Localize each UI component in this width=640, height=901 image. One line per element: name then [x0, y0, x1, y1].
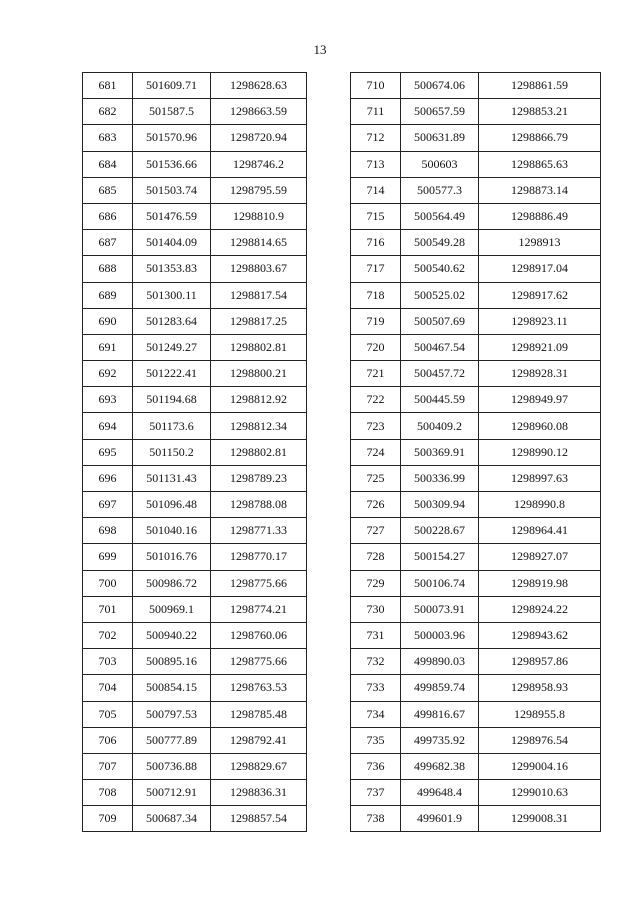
- y-coordinate-cell: 1298958.93: [479, 675, 601, 701]
- y-coordinate-cell: 1298812.92: [211, 387, 307, 413]
- table-row: [351, 701, 601, 727]
- y-coordinate-cell: 1298817.25: [211, 308, 307, 334]
- y-coordinate-cell: 1298943.62: [479, 622, 601, 648]
- table-row: [83, 282, 307, 308]
- point-number-cell: 707: [83, 753, 133, 779]
- y-coordinate-cell: 1298760.06: [211, 622, 307, 648]
- table-row: [83, 518, 307, 544]
- x-coordinate-cell: 500457.72: [401, 361, 479, 387]
- x-coordinate-cell: 500895.16: [133, 649, 211, 675]
- table-row: [83, 413, 307, 439]
- table-row: [351, 518, 601, 544]
- point-number-cell: 686: [83, 203, 133, 229]
- point-number-cell: 696: [83, 465, 133, 491]
- table-row: [351, 675, 601, 701]
- table-row: [83, 544, 307, 570]
- y-coordinate-cell: 1298663.59: [211, 99, 307, 125]
- x-coordinate-cell: 501404.09: [133, 230, 211, 256]
- y-coordinate-cell: 1298853.21: [479, 99, 601, 125]
- y-coordinate-cell: 1298829.67: [211, 753, 307, 779]
- table-row: [83, 570, 307, 596]
- y-coordinate-cell: 1298976.54: [479, 727, 601, 753]
- x-coordinate-cell: 500687.34: [133, 806, 211, 832]
- table-row: [83, 596, 307, 622]
- y-coordinate-cell: 1298785.48: [211, 701, 307, 727]
- x-coordinate-cell: 499859.74: [401, 675, 479, 701]
- point-number-cell: 682: [83, 99, 133, 125]
- table-row: [83, 780, 307, 806]
- y-coordinate-cell: 1298919.98: [479, 570, 601, 596]
- x-coordinate-cell: 501503.74: [133, 177, 211, 203]
- table-row: [351, 308, 601, 334]
- y-coordinate-cell: 1298957.86: [479, 649, 601, 675]
- x-coordinate-cell: 501222.41: [133, 361, 211, 387]
- x-coordinate-cell: 499890.03: [401, 649, 479, 675]
- table-row: [83, 675, 307, 701]
- point-number-cell: 684: [83, 151, 133, 177]
- y-coordinate-cell: 1298812.34: [211, 413, 307, 439]
- x-coordinate-cell: 500525.02: [401, 282, 479, 308]
- y-coordinate-cell: 1299010.63: [479, 780, 601, 806]
- x-coordinate-cell: 500854.15: [133, 675, 211, 701]
- y-coordinate-cell: 1298810.9: [211, 203, 307, 229]
- x-coordinate-cell: 500409.2: [401, 413, 479, 439]
- x-coordinate-cell: 500507.69: [401, 308, 479, 334]
- point-number-cell: 700: [83, 570, 133, 596]
- x-coordinate-cell: 500309.94: [401, 492, 479, 518]
- point-number-cell: 725: [351, 465, 401, 491]
- point-number-cell: 688: [83, 256, 133, 282]
- x-coordinate-cell: 500577.3: [401, 177, 479, 203]
- table-row: [83, 806, 307, 832]
- point-number-cell: 681: [83, 73, 133, 99]
- x-coordinate-cell: 500228.67: [401, 518, 479, 544]
- y-coordinate-cell: 1298866.79: [479, 125, 601, 151]
- table-row: [351, 99, 601, 125]
- x-coordinate-cell: 501040.16: [133, 518, 211, 544]
- y-coordinate-cell: 1298774.21: [211, 596, 307, 622]
- x-coordinate-cell: 501353.83: [133, 256, 211, 282]
- x-coordinate-cell: 500154.27: [401, 544, 479, 570]
- table-row: [83, 361, 307, 387]
- table-row: [83, 230, 307, 256]
- x-coordinate-cell: 501173.6: [133, 413, 211, 439]
- table-row: [351, 492, 601, 518]
- table-row: [351, 439, 601, 465]
- table-row: [83, 256, 307, 282]
- table-row: [83, 387, 307, 413]
- point-number-cell: 708: [83, 780, 133, 806]
- x-coordinate-cell: 501096.48: [133, 492, 211, 518]
- table-row: [83, 492, 307, 518]
- y-coordinate-cell: 1298720.94: [211, 125, 307, 151]
- table-row: [351, 334, 601, 360]
- point-number-cell: 719: [351, 308, 401, 334]
- x-coordinate-cell: 500631.89: [401, 125, 479, 151]
- x-coordinate-cell: 500712.91: [133, 780, 211, 806]
- point-number-cell: 729: [351, 570, 401, 596]
- point-number-cell: 697: [83, 492, 133, 518]
- point-number-cell: 695: [83, 439, 133, 465]
- point-number-cell: 703: [83, 649, 133, 675]
- point-number-cell: 716: [351, 230, 401, 256]
- table-row: [83, 649, 307, 675]
- point-number-cell: 714: [351, 177, 401, 203]
- table-row: [83, 151, 307, 177]
- point-number-cell: 689: [83, 282, 133, 308]
- y-coordinate-cell: 1298955.8: [479, 701, 601, 727]
- point-number-cell: 709: [83, 806, 133, 832]
- point-number-cell: 690: [83, 308, 133, 334]
- table-row: [351, 230, 601, 256]
- x-coordinate-cell: 499648.4: [401, 780, 479, 806]
- point-number-cell: 728: [351, 544, 401, 570]
- point-number-cell: 702: [83, 622, 133, 648]
- x-coordinate-cell: 501016.76: [133, 544, 211, 570]
- table-row: [83, 439, 307, 465]
- point-number-cell: 733: [351, 675, 401, 701]
- x-coordinate-cell: 499601.9: [401, 806, 479, 832]
- y-coordinate-cell: 1298836.31: [211, 780, 307, 806]
- point-number-cell: 698: [83, 518, 133, 544]
- y-coordinate-cell: 1298949.97: [479, 387, 601, 413]
- table-row: [351, 544, 601, 570]
- point-number-cell: 727: [351, 518, 401, 544]
- point-number-cell: 724: [351, 439, 401, 465]
- table-row: [351, 177, 601, 203]
- coordinates-table-right: [350, 72, 601, 832]
- table-row: [351, 753, 601, 779]
- table-row: [83, 125, 307, 151]
- point-number-cell: 731: [351, 622, 401, 648]
- x-coordinate-cell: 500003.96: [401, 622, 479, 648]
- table-row: [83, 727, 307, 753]
- table-row: [351, 649, 601, 675]
- point-number-cell: 715: [351, 203, 401, 229]
- x-coordinate-cell: 501283.64: [133, 308, 211, 334]
- y-coordinate-cell: 1299008.31: [479, 806, 601, 832]
- point-number-cell: 713: [351, 151, 401, 177]
- table-row: [351, 151, 601, 177]
- point-number-cell: 722: [351, 387, 401, 413]
- x-coordinate-cell: 501249.27: [133, 334, 211, 360]
- y-coordinate-cell: 1298917.62: [479, 282, 601, 308]
- table-row: [351, 622, 601, 648]
- table-row: [351, 806, 601, 832]
- x-coordinate-cell: 500797.53: [133, 701, 211, 727]
- point-number-cell: 685: [83, 177, 133, 203]
- x-coordinate-cell: 500736.88: [133, 753, 211, 779]
- table-row: [351, 282, 601, 308]
- point-number-cell: 717: [351, 256, 401, 282]
- point-number-cell: 705: [83, 701, 133, 727]
- point-number-cell: 711: [351, 99, 401, 125]
- table-row: [351, 203, 601, 229]
- x-coordinate-cell: 501300.11: [133, 282, 211, 308]
- y-coordinate-cell: 1298921.09: [479, 334, 601, 360]
- x-coordinate-cell: 501476.59: [133, 203, 211, 229]
- table-row: [83, 73, 307, 99]
- table-row: [83, 753, 307, 779]
- x-coordinate-cell: 500657.59: [401, 99, 479, 125]
- y-coordinate-cell: 1298771.33: [211, 518, 307, 544]
- x-coordinate-cell: 501609.71: [133, 73, 211, 99]
- x-coordinate-cell: 500564.49: [401, 203, 479, 229]
- y-coordinate-cell: 1298814.65: [211, 230, 307, 256]
- table-row: [351, 596, 601, 622]
- point-number-cell: 730: [351, 596, 401, 622]
- coordinates-table-left: [82, 72, 307, 832]
- table-row: [83, 308, 307, 334]
- table-row: [351, 465, 601, 491]
- y-coordinate-cell: 1298763.53: [211, 675, 307, 701]
- y-coordinate-cell: 1298927.07: [479, 544, 601, 570]
- x-coordinate-cell: 501536.66: [133, 151, 211, 177]
- point-number-cell: 693: [83, 387, 133, 413]
- y-coordinate-cell: 1298802.81: [211, 439, 307, 465]
- y-coordinate-cell: 1298861.59: [479, 73, 601, 99]
- point-number-cell: 712: [351, 125, 401, 151]
- table-row: [83, 177, 307, 203]
- table-row: [351, 256, 601, 282]
- point-number-cell: 721: [351, 361, 401, 387]
- table-row: [351, 727, 601, 753]
- point-number-cell: 736: [351, 753, 401, 779]
- table-row: [351, 73, 601, 99]
- x-coordinate-cell: 500467.54: [401, 334, 479, 360]
- point-number-cell: 701: [83, 596, 133, 622]
- point-number-cell: 710: [351, 73, 401, 99]
- point-number-cell: 692: [83, 361, 133, 387]
- y-coordinate-cell: 1298802.81: [211, 334, 307, 360]
- y-coordinate-cell: 1298997.63: [479, 465, 601, 491]
- x-coordinate-cell: 500106.74: [401, 570, 479, 596]
- table-row: [83, 334, 307, 360]
- x-coordinate-cell: 501570.96: [133, 125, 211, 151]
- y-coordinate-cell: 1298795.59: [211, 177, 307, 203]
- x-coordinate-cell: 500369.91: [401, 439, 479, 465]
- y-coordinate-cell: 1298628.63: [211, 73, 307, 99]
- y-coordinate-cell: 1298803.67: [211, 256, 307, 282]
- x-coordinate-cell: 500777.89: [133, 727, 211, 753]
- y-coordinate-cell: 1298964.41: [479, 518, 601, 544]
- point-number-cell: 718: [351, 282, 401, 308]
- point-number-cell: 694: [83, 413, 133, 439]
- x-coordinate-cell: 501587.5: [133, 99, 211, 125]
- x-coordinate-cell: 500986.72: [133, 570, 211, 596]
- y-coordinate-cell: 1298789.23: [211, 465, 307, 491]
- point-number-cell: 706: [83, 727, 133, 753]
- x-coordinate-cell: 500969.1: [133, 596, 211, 622]
- y-coordinate-cell: 1298792.41: [211, 727, 307, 753]
- y-coordinate-cell: 1298923.11: [479, 308, 601, 334]
- x-coordinate-cell: 501131.43: [133, 465, 211, 491]
- table-row: [83, 701, 307, 727]
- y-coordinate-cell: 1298960.08: [479, 413, 601, 439]
- table-row: [83, 465, 307, 491]
- table-row: [351, 570, 601, 596]
- x-coordinate-cell: 501194.68: [133, 387, 211, 413]
- y-coordinate-cell: 1298746.2: [211, 151, 307, 177]
- table-row: [351, 361, 601, 387]
- x-coordinate-cell: 499816.67: [401, 701, 479, 727]
- point-number-cell: 738: [351, 806, 401, 832]
- y-coordinate-cell: 1298917.04: [479, 256, 601, 282]
- y-coordinate-cell: 1298865.63: [479, 151, 601, 177]
- point-number-cell: 699: [83, 544, 133, 570]
- x-coordinate-cell: 500445.59: [401, 387, 479, 413]
- page-number: 13: [313, 42, 327, 57]
- table-row: [351, 413, 601, 439]
- point-number-cell: 734: [351, 701, 401, 727]
- y-coordinate-cell: 1298788.08: [211, 492, 307, 518]
- table-row: [83, 203, 307, 229]
- x-coordinate-cell: 500336.99: [401, 465, 479, 491]
- y-coordinate-cell: 1298990.8: [479, 492, 601, 518]
- point-number-cell: 704: [83, 675, 133, 701]
- x-coordinate-cell: 500549.28: [401, 230, 479, 256]
- point-number-cell: 720: [351, 334, 401, 360]
- table-row: [351, 387, 601, 413]
- x-coordinate-cell: 500540.62: [401, 256, 479, 282]
- y-coordinate-cell: 1298928.31: [479, 361, 601, 387]
- y-coordinate-cell: 1298775.66: [211, 649, 307, 675]
- point-number-cell: 691: [83, 334, 133, 360]
- point-number-cell: 726: [351, 492, 401, 518]
- point-number-cell: 683: [83, 125, 133, 151]
- x-coordinate-cell: 499735.92: [401, 727, 479, 753]
- y-coordinate-cell: 1298817.54: [211, 282, 307, 308]
- table-row: [83, 622, 307, 648]
- x-coordinate-cell: 500073.91: [401, 596, 479, 622]
- y-coordinate-cell: 1298800.21: [211, 361, 307, 387]
- y-coordinate-cell: 1298873.14: [479, 177, 601, 203]
- x-coordinate-cell: 499682.38: [401, 753, 479, 779]
- x-coordinate-cell: 500940.22: [133, 622, 211, 648]
- x-coordinate-cell: 500603: [401, 151, 479, 177]
- y-coordinate-cell: 1298990.12: [479, 439, 601, 465]
- point-number-cell: 723: [351, 413, 401, 439]
- y-coordinate-cell: 1298886.49: [479, 203, 601, 229]
- y-coordinate-cell: 1298770.17: [211, 544, 307, 570]
- y-coordinate-cell: 1298913: [479, 230, 601, 256]
- point-number-cell: 735: [351, 727, 401, 753]
- table-row: [351, 125, 601, 151]
- y-coordinate-cell: 1298857.54: [211, 806, 307, 832]
- point-number-cell: 732: [351, 649, 401, 675]
- x-coordinate-cell: 501150.2: [133, 439, 211, 465]
- y-coordinate-cell: 1298924.22: [479, 596, 601, 622]
- table-row: [351, 780, 601, 806]
- point-number-cell: 687: [83, 230, 133, 256]
- point-number-cell: 737: [351, 780, 401, 806]
- y-coordinate-cell: 1299004.16: [479, 753, 601, 779]
- x-coordinate-cell: 500674.06: [401, 73, 479, 99]
- y-coordinate-cell: 1298775.66: [211, 570, 307, 596]
- table-row: [83, 99, 307, 125]
